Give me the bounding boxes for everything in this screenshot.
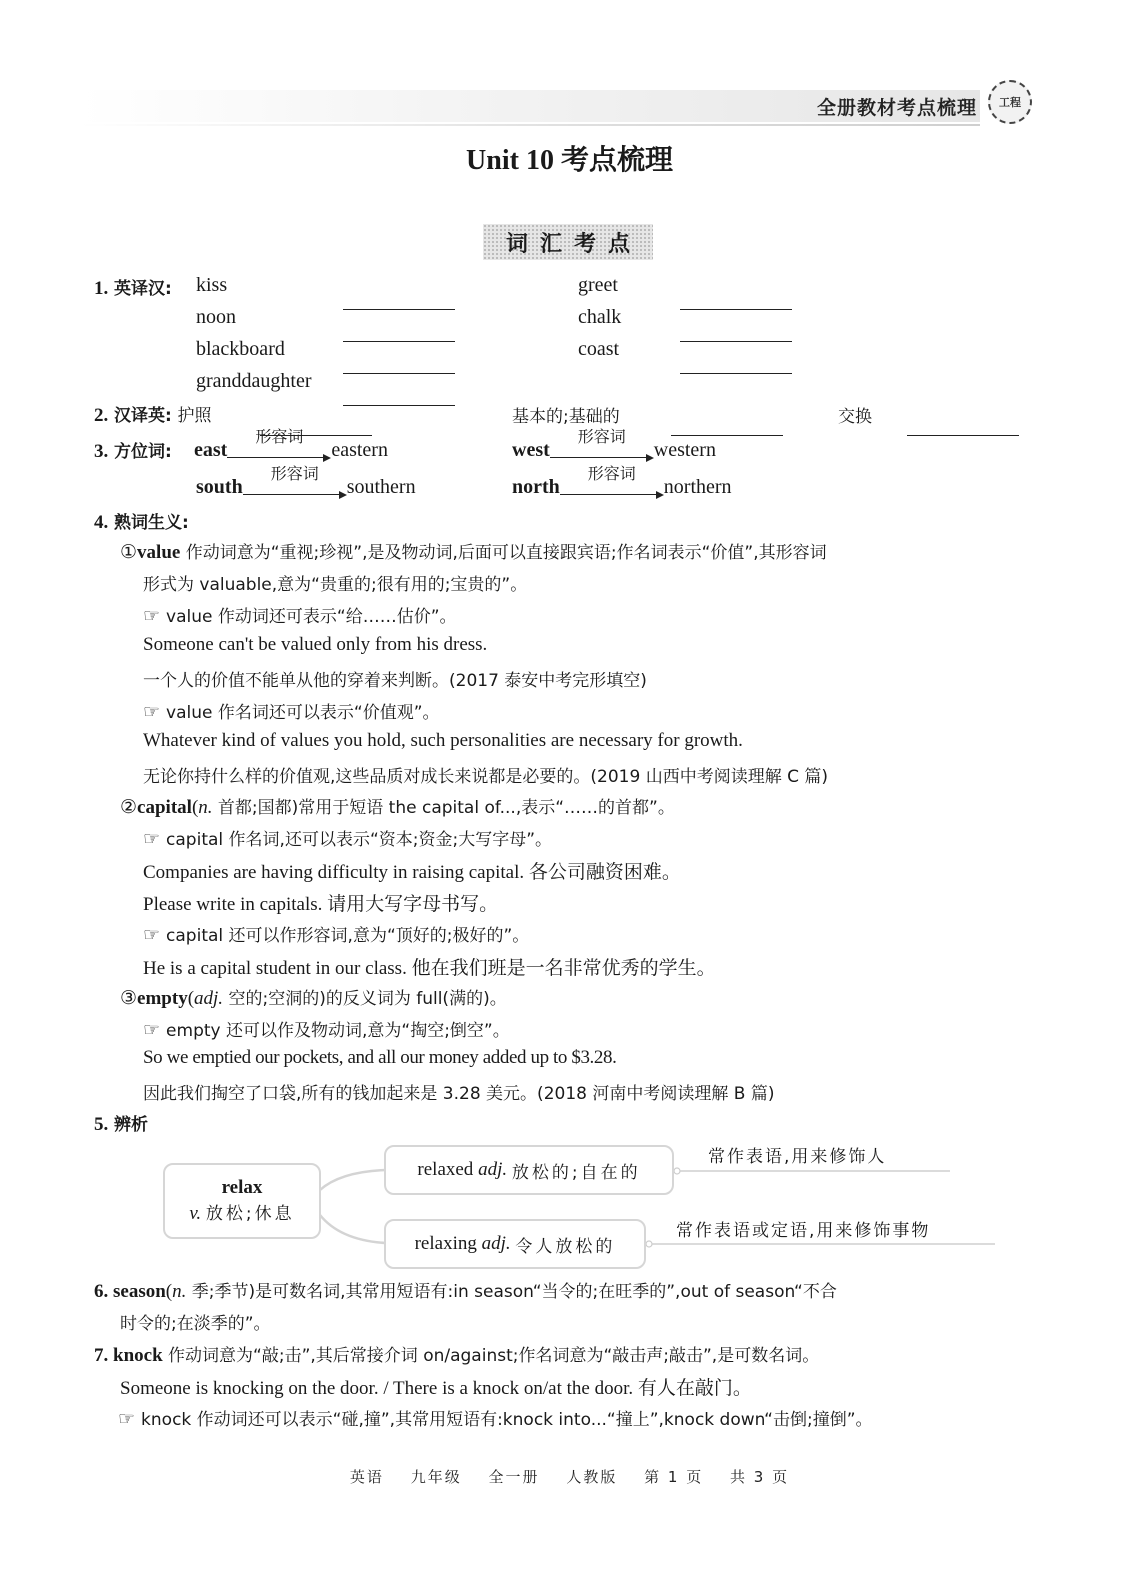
tip-text: value 作名词还可以表示“价值观”。 (166, 703, 440, 723)
q2-number: 2. (94, 405, 109, 426)
q7-tip (118, 1405, 873, 1431)
q2-label: 汉译英: (113, 406, 172, 426)
pair-from: east (194, 439, 228, 461)
example-text: 一个人的价值不能单从他的穿着来判断。(2017 泰安中考完形填空) (143, 671, 647, 691)
pointing-hand-icon: ☞ (143, 702, 161, 723)
definition-text: 首都;国都)常用于短语 the capital of...,表示“……的首都”。 (212, 798, 675, 818)
circled-number: ③ (120, 988, 138, 1009)
q6-number: 6. (94, 1281, 109, 1302)
branch-meaning: 放松的;自在的 (511, 1162, 641, 1183)
headword: season (113, 1281, 166, 1302)
example-text: 因此我们掏空了口袋,所有的钱加起来是 3.28 美元。(2018 河南中考阅读理解 B 篇) (143, 1084, 775, 1104)
value-example-2-en: Whatever kind of values you hold, such personalities are necessary for growth. (143, 730, 743, 751)
q7-number: 7. (94, 1345, 109, 1366)
q6-line-2 (120, 1309, 271, 1335)
tip-text: knock 作动词还可以表示“碰,撞”,其常用短语有:knock into...“撞上”,knock down“击倒;撞倒”。 (141, 1410, 873, 1430)
q1-number: 1. (94, 278, 109, 299)
pointing-hand-icon: ☞ (143, 925, 161, 946)
tip-text: value 作动词还可表示“给……估价”。 (166, 607, 457, 627)
footer-grade: 九年级 (410, 1468, 462, 1486)
q2-word-exchange: 交换 (838, 407, 872, 427)
q5-label: 辨析 (113, 1115, 148, 1135)
branch-meaning: 令人放松的 (515, 1236, 616, 1257)
q4-label: 熟词生义: (113, 513, 189, 533)
pair-to: northern (663, 476, 732, 498)
example-text: 无论你持什么样的价值观,这些品质对成长来说都是必要的。(2019 山西中考阅读理解 C 篇) (143, 767, 829, 787)
q1-label: 英译汉: (113, 279, 172, 299)
value-example-1-en: Someone can't be valued only from his dress. (143, 634, 488, 655)
paren: ( (187, 988, 195, 1009)
section-tag: 词汇考点 (483, 224, 653, 260)
pair-from: north (512, 476, 560, 498)
branch-pos: adj. (481, 1233, 511, 1254)
part-of-speech: adj. (194, 988, 224, 1009)
pointing-hand-icon: ☞ (143, 829, 161, 850)
footer-subject: 英语 (349, 1468, 384, 1486)
arrow-label: 形容词 (270, 464, 319, 483)
definition-text: 作动词意为“敲;击”,其后常接介词 on/against;作名词意为“敲击声;敲击”,是可数名词。 (162, 1346, 820, 1366)
definition-text: 空的;空洞的)的反义词为 full(满的)。 (223, 989, 507, 1009)
q6-line-1: 6. season(n. 季;季节)是可数名词,其常用短语有:in season“当令的;在旺季的”,out of season“不合 (94, 1281, 837, 1302)
pointing-hand-icon: ☞ (143, 606, 161, 627)
part-of-speech: n. (172, 1281, 187, 1302)
headword: value (137, 542, 181, 563)
q3-number: 3. (94, 441, 109, 462)
q1-word-chalk: chalk (578, 306, 622, 328)
q1-word-noon: noon (196, 306, 236, 328)
q1-word-greet: greet (578, 274, 618, 296)
mindmap-branch-relaxing (384, 1219, 646, 1269)
paren: ( (191, 797, 199, 818)
arrow-label: 形容词 (577, 427, 626, 446)
pair-to: southern (346, 476, 416, 498)
arrow-label: 形容词 (587, 464, 636, 483)
q3-label: 方位词: (113, 442, 172, 462)
page-footer (0, 1466, 1139, 1487)
pair-to: western (653, 439, 716, 461)
q1-word-granddaughter: granddaughter (196, 370, 312, 392)
footer-page-number: 第 1 页 (644, 1468, 704, 1486)
q1-word-blackboard: blackboard (196, 338, 285, 360)
definition-text: 作动词意为“重视;珍视”,是及物动词,后面可以直接跟宾语;作名词表示“价值”,其形容词 (180, 543, 827, 563)
empty-example-en: So we emptied our pockets, and all our money added up to $3.28. (143, 1047, 617, 1068)
pointing-hand-icon: ☞ (143, 1020, 161, 1041)
headword: knock (113, 1345, 163, 1366)
branch-pos: adj. (478, 1159, 508, 1180)
q2-word-basic: 基本的;基础的 (512, 407, 620, 427)
tip-text: capital 作名词,还可以表示“资本;资金;大写字母”。 (166, 830, 553, 850)
mindmap-note-relaxing: 常作表语或定语,用来修饰事物 (676, 1221, 931, 1241)
capital-example-2: Please write in capitals. 请用大写字母书写。 (143, 894, 499, 915)
definition-text: 形式为 valuable,意为“贵重的;很有用的;宝贵的”。 (143, 575, 528, 595)
q1-word-kiss: kiss (196, 274, 228, 296)
part-of-speech: n. (198, 797, 213, 818)
q7-line-1 (94, 1341, 819, 1367)
headword: empty (137, 988, 188, 1009)
circled-number: ② (120, 797, 138, 818)
mindmap-branch-relaxed (384, 1145, 674, 1195)
root-pos: v. (189, 1203, 202, 1224)
logo-text: 工程 (999, 96, 1021, 109)
q7-example: Someone is knocking on the door. / There is a knock on/at the door. 有人在敲门。 (120, 1378, 752, 1399)
definition-text: 时令的;在淡季的”。 (120, 1314, 271, 1334)
footer-volume: 全一册 (488, 1468, 540, 1486)
q1-word-coast: coast (578, 338, 620, 360)
capital-example-1: Companies are having difficulty in raising capital. 各公司融资困难。 (143, 862, 681, 883)
pointing-hand-icon: ☞ (118, 1409, 136, 1430)
branch-word: relaxed (417, 1159, 474, 1180)
pair-from: south (196, 476, 243, 498)
page-title: Unit 10 考点梳理 (466, 145, 673, 176)
q5-number: 5. (94, 1114, 109, 1135)
running-title: 全册教材考点梳理 (816, 97, 977, 119)
tip-text: capital 还可以作形容词,意为“顶好的;极好的”。 (166, 926, 530, 946)
branch-word: relaxing (414, 1233, 477, 1254)
pair-from: west (512, 439, 550, 461)
tip-text: empty 还可以作及物动词,意为“掏空;倒空”。 (166, 1021, 510, 1041)
footer-edition: 人教版 (566, 1468, 618, 1486)
capital-example-3: He is a capital student in our class. 他在我们班是一名非常优秀的学生。 (143, 958, 716, 979)
definition-text: 季;季节)是可数名词,其常用短语有:in season“当令的;在旺季的”,out of season“不合 (186, 1282, 837, 1302)
pair-to: eastern (331, 439, 388, 461)
headword: capital (137, 797, 192, 818)
q4-number: 4. (94, 512, 109, 533)
circled-number: ① (120, 542, 138, 563)
root-word: relax (221, 1177, 263, 1198)
arrow-label: 形容词 (255, 427, 304, 446)
mindmap-note-relaxed: 常作表语,用来修饰人 (708, 1147, 887, 1167)
root-meaning: 放松;休息 (205, 1204, 295, 1224)
q2-word-passport: 护照 (177, 406, 212, 426)
footer-total-pages: 共 3 页 (729, 1468, 790, 1486)
mindmap-root-node (163, 1163, 321, 1239)
